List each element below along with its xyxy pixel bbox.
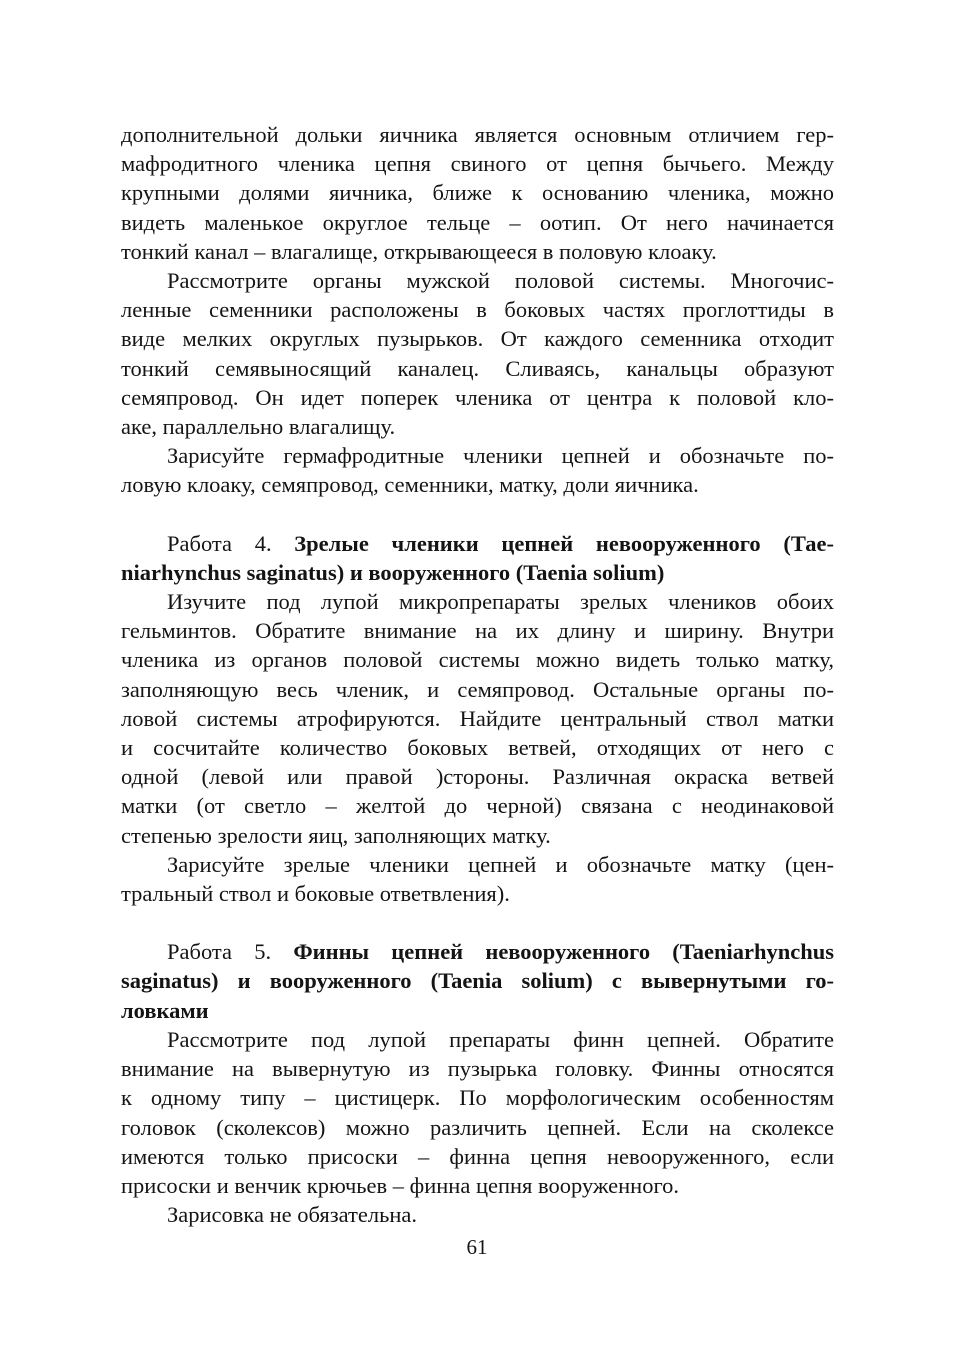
paragraph-ovary-continuation	[121, 120, 834, 266]
text-line: ловую клоаку, семяпровод, семенники, матку, доли яичника.	[121, 472, 699, 498]
text-line: одной (левой или правой )стороны. Различная окраска ветвей	[121, 764, 834, 790]
text-line: мафродитного членика цепня свиного от цепня бычьего. Между	[121, 151, 834, 177]
text-line: матки (от светло – желтой до черной) связана с неодинаковой	[121, 793, 834, 819]
text-line: тонкий канал – влагалище, открывающееся в половую клоаку.	[121, 238, 717, 264]
paragraph-drawing-instruction-1	[121, 441, 834, 499]
paragraph-drawing-optional	[121, 1200, 834, 1229]
text-line: Рассмотрите органы мужской половой системы. Многочис-	[167, 268, 834, 294]
heading-line: saginatus) и вооруженного (Taenia solium) с вывернутыми го-	[121, 968, 834, 994]
text-line: головок (сколексов) можно различить цепней. Если на сколексе	[121, 1114, 834, 1140]
heading-line: niarhynchus saginatus) и вооруженного (Taenia solium)	[121, 559, 665, 585]
work-4-heading	[121, 529, 834, 587]
heading-line	[121, 937, 834, 966]
text-line: видеть маленькое округлое тельце – оотип. От него начинается	[121, 209, 834, 235]
text-line: членика из органов половой системы можно видеть только матку,	[121, 647, 834, 673]
work-5-title: Финны цепней невооруженного (Taeniarhynchus	[293, 939, 834, 965]
text-line: Изучите под лупой микропрепараты зрелых члеников обоих	[167, 589, 834, 615]
text-line: семяпровод. Он идет поперек членика от центра к половой кло-	[121, 384, 834, 410]
section-gap	[121, 908, 834, 937]
work-4-prefix: Работа 4.	[167, 530, 295, 556]
text-line: крупными долями яичника, ближе к основанию членика, можно	[121, 180, 834, 206]
heading-line: ловками	[121, 997, 209, 1023]
text-line: Зарисовка не обязательна.	[167, 1202, 418, 1228]
text-line: тральный ствол и боковые ответвления).	[121, 881, 510, 907]
text-line: Рассмотрите под лупой препараты финн цепней. Обратите	[167, 1026, 834, 1052]
paragraph-mature-segments	[121, 587, 834, 850]
text-line: дополнительной дольки яичника является основным отличием гер-	[121, 122, 834, 147]
paragraph-drawing-instruction-2	[121, 850, 834, 908]
text-line: Зарисуйте гермафродитные членики цепней и обозначьте по-	[167, 443, 834, 469]
text-line: заполняющую весь членик, и семяпровод. Остальные органы по-	[121, 676, 834, 702]
text-line: к одному типу – цистицерк. По морфологическим особенностям	[121, 1085, 834, 1111]
page-body	[121, 120, 834, 1229]
text-line: Зарисуйте зрелые членики цепней и обозначьте матку (цен-	[167, 851, 834, 877]
work-4-title: Зрелые членики цепней невооруженного (Тае-	[294, 530, 834, 556]
section-gap	[121, 500, 834, 529]
text-line: и сосчитайте количество боковых ветвей, отходящих от него с	[121, 735, 834, 761]
text-line: ловой системы атрофируются. Найдите центральный ствол матки	[121, 705, 834, 731]
text-line: степенью зрелости яиц, заполняющих матку.	[121, 822, 551, 848]
page-number: 61	[466, 1235, 488, 1259]
work-5-prefix: Работа 5.	[167, 939, 294, 965]
work-5-heading	[121, 937, 834, 1025]
paragraph-cysticerci	[121, 1025, 834, 1200]
text-line: тонкий семявыносящий каналец. Сливаясь, канальцы образуют	[121, 355, 834, 381]
text-line: гельминтов. Обратите внимание на их длину и ширину. Внутри	[121, 618, 834, 644]
text-line: ленные семенники расположены в боковых частях проглоттиды в	[121, 297, 834, 323]
text-line: аке, параллельно влагалищу.	[121, 414, 396, 440]
text-line: имеются только присоски – финна цепня невооруженного, если	[121, 1143, 834, 1169]
text-line: виде мелких округлых пузырьков. От каждого семенника отходит	[121, 326, 834, 352]
paragraph-male-organs	[121, 266, 834, 441]
text-line: внимание на вывернутую из пузырька головку. Финны относятся	[121, 1056, 834, 1082]
heading-line	[121, 529, 834, 558]
text-line: присоски и венчик крючьев – финна цепня вооруженного.	[121, 1172, 680, 1198]
